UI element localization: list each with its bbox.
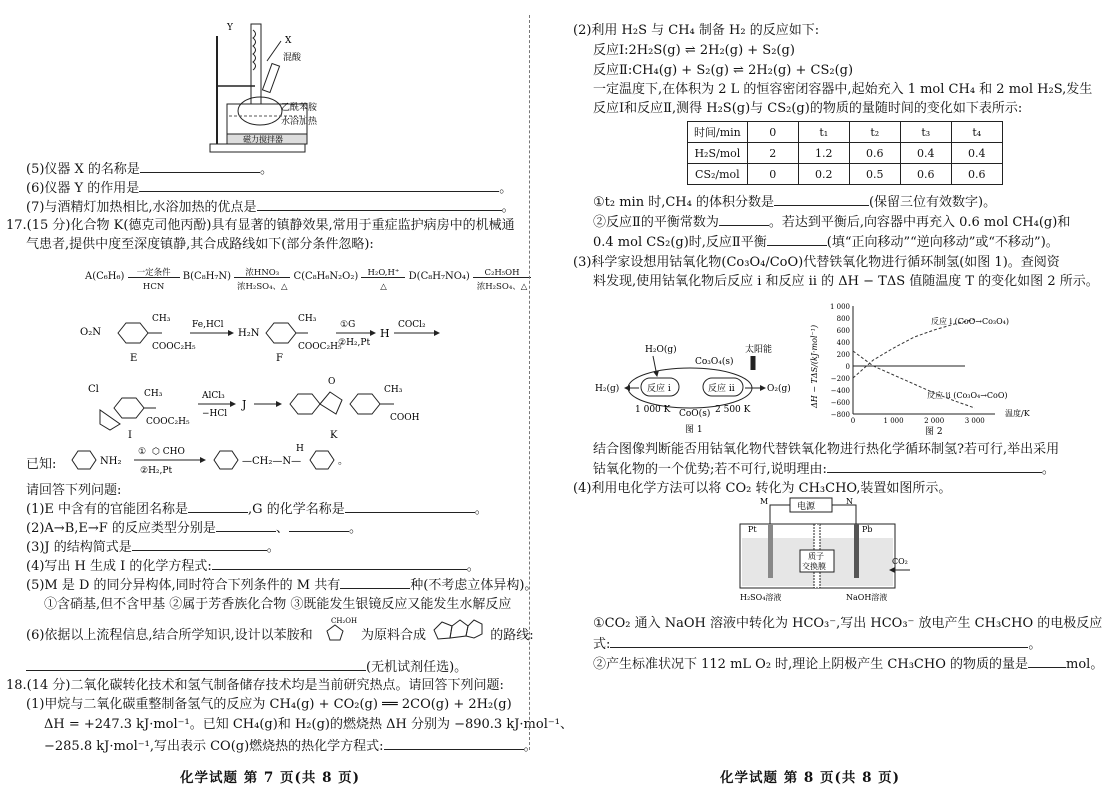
label-y: Y — [227, 23, 233, 33]
p5-conditions: ①含硝基,但不含甲基 ②属于芳香族化合物 ③既能发生银镜反应又能发生水解反应 — [44, 597, 512, 612]
r4-q1-cont: 式: 。 — [593, 637, 1042, 652]
svg-text:J: J — [242, 398, 247, 411]
fig1-rxn-i: 反应 ⅰ — [647, 384, 671, 394]
svg-text:N: N — [846, 497, 853, 506]
svg-text:H₂N: H₂N — [238, 328, 260, 339]
q17-line2: 气患者,提供中度至深度镇静,其合成路线如下(部分条件忽略): — [26, 237, 374, 252]
table-cell: t₂ — [849, 122, 900, 143]
fig1-caption: 图 1 — [685, 425, 703, 435]
label-k: K — [330, 430, 338, 441]
table-cell: 1.2 — [798, 143, 849, 164]
route-line1: A(C₆H₆) 一定条件 HCN B(C₈H₇N) 浓HNO₃ 浓H₂SO₄、△ C(C₈H₆N₂O₂) H₂O,H⁺ △ D(C₈H₇NO₄) C₂H₅OH 浓H₂SO₄、△ — [85, 268, 531, 285]
table-cell: 0.6 — [900, 164, 951, 185]
table-cell: 0.5 — [849, 164, 900, 185]
footer-page7: 化学试题 第 7 页(共 8 页) — [180, 770, 361, 786]
table-cell: 0.4 — [900, 143, 951, 164]
label-acetanilide: 乙酰苯胺 — [281, 103, 318, 113]
q17-line1: 17.(15 分)化合物 K(德克司他丙酚)具有显著的镇静效果,常用于重症监护病房中的机械通 — [6, 218, 515, 233]
y-tick-label: −200 — [830, 375, 850, 383]
target-product — [430, 614, 486, 644]
power-source: 电源 — [797, 502, 816, 512]
y-tick-label: 600 — [836, 327, 850, 335]
svg-text:①G: ①G — [340, 320, 356, 330]
r2-q1: ①t₂ min 时,CH₄ 的体积分数是 (保留三位有效数字)。 — [593, 195, 997, 210]
x-tick-label: 2 000 — [924, 417, 945, 425]
figure-2-chart — [805, 298, 1055, 438]
apparatus-figure — [205, 16, 318, 158]
table-cell: 0 — [747, 122, 798, 143]
svg-text:1 000 K: 1 000 K — [635, 405, 671, 415]
svg-text:①: ① — [138, 447, 147, 457]
svg-text:Cl: Cl — [88, 384, 99, 395]
page-8 — [535, 0, 1103, 800]
svg-text:−HCl: −HCl — [202, 409, 228, 419]
svg-text:Pb: Pb — [862, 525, 873, 534]
r2-q2-cont: 0.4 mol CS₂(g)时,反应Ⅱ平衡 (填“正向移动”“逆向移动”或“不移动”)。 — [593, 235, 1059, 250]
r3-line2: 料发现,使用钴氧化物后反应 ⅰ 和反应 ⅱ 的 ΔH − TΔS 值随温度 T 的变化如图 2 所示。 — [593, 274, 1099, 289]
q18-line1: 18.(14 分)二氧化碳转化技术和氢气制备储存技术均是当前研究热点。请回答下列问题: — [6, 678, 504, 693]
cyclopentadienyl-methanol — [317, 615, 357, 643]
y-tick-label: −600 — [830, 399, 850, 407]
table-cell: 0 — [747, 164, 798, 185]
table-cell: CS₂/mol — [688, 164, 748, 185]
r2-q2: ②反应Ⅱ的平衡常数为 。若达到平衡后,向容器中再充入 0.6 mol CH₄(g)和 — [593, 215, 1071, 230]
label-x: X — [285, 36, 292, 46]
q18-1c: −285.8 kJ·mol⁻¹,写出表示 CO(g)燃烧热的热化学方程式: 。 — [44, 739, 537, 754]
fig1-rxn-ii: 反应 ⅱ — [708, 384, 735, 394]
r2-line3: 一定温度下,在体积为 2 L 的恒容密闭容器中,起始充入 1 mol CH₄ 和 2 mol H₂S,发生 — [593, 82, 1093, 97]
svg-text:—CH₂—N—: —CH₂—N— — [242, 456, 302, 467]
label-e: E — [130, 353, 138, 364]
svg-text:质子: 质子 — [808, 552, 824, 561]
svg-text:COOC₂H₅: COOC₂H₅ — [146, 417, 190, 427]
svg-text:H₂O(g): H₂O(g) — [645, 345, 677, 355]
page-divider — [529, 15, 530, 750]
legend-rxn-i: 反应 ⅰ (CoO→Co₃O₄) — [931, 317, 1009, 326]
svg-text:NH₂: NH₂ — [100, 456, 122, 467]
r2-title: (2)利用 H₂S 与 CH₄ 制备 H₂ 的反应如下: — [573, 23, 820, 38]
table-row — [688, 164, 1003, 185]
y-tick-label: 0 — [845, 363, 850, 371]
svg-text:②H₂,Pt: ②H₂,Pt — [338, 338, 371, 348]
svg-text:Co₃O₄(s): Co₃O₄(s) — [695, 357, 734, 367]
table-cell: 0.4 — [951, 143, 1002, 164]
table-cell: t₄ — [951, 122, 1002, 143]
r4-q1: ①CO₂ 通入 NaOH 溶液中转化为 HCO₃⁻,写出 HCO₃⁻ 放电产生 CH₃CHO 的电极反应 — [593, 616, 1103, 631]
table-cell: 时间/min — [688, 122, 748, 143]
y-tick-label: −400 — [830, 387, 850, 395]
q18-1a: (1)甲烷与二氧化碳重整制备氢气的反应为 CH₄(g) + CO₂(g) ══ 2CO(g) + 2H₂(g) — [26, 697, 512, 712]
ask: 请回答下列问题: — [26, 483, 122, 498]
svg-text:CH₃: CH₃ — [384, 385, 403, 395]
p6-end: (无机试剂任选)。 — [26, 658, 467, 676]
r3-q2: 钴氧化物的一个优势;若不可行,说明理由: 。 — [593, 462, 1055, 477]
svg-text:COOC₂H₅: COOC₂H₅ — [298, 342, 342, 352]
svg-text:②H₂,Pt: ②H₂,Pt — [140, 466, 173, 476]
svg-text:CH₃: CH₃ — [298, 314, 317, 324]
svg-text:COOC₂H₅: COOC₂H₅ — [152, 342, 196, 352]
p3: (3)J 的结构简式是 。 — [26, 540, 280, 555]
chart-xlabel: 温度/K — [1005, 409, 1030, 418]
chart-ylabel: ΔH − TΔS/(kJ·mol⁻¹) — [810, 324, 819, 408]
svg-text:CoO(s): CoO(s) — [679, 409, 711, 419]
svg-text:⬡ CHO: ⬡ CHO — [152, 447, 185, 457]
y-tick-label: −800 — [830, 411, 850, 419]
svg-text:Pt: Pt — [748, 525, 757, 534]
electrolysis-cell — [730, 496, 910, 608]
y-tick-label: 200 — [836, 351, 850, 359]
svg-text:Fe,HCl: Fe,HCl — [192, 320, 224, 330]
svg-text:H₂(g): H₂(g) — [595, 384, 620, 394]
table-row — [688, 122, 1003, 143]
p5: (5)M 是 D 的同分异构体,同时符合下列条件的 M 共有 种(不考虑立体异构)。 — [26, 578, 538, 593]
y-tick-label: 1 000 — [829, 303, 850, 311]
svg-text:O₂(g): O₂(g) — [767, 384, 791, 394]
r2-line4: 反应Ⅰ和反应Ⅱ,测得 H₂S(g)与 CS₂(g)的物质的量随时间的变化如下表所示: — [593, 101, 1023, 116]
svg-text:O₂N: O₂N — [80, 327, 101, 338]
svg-text:。: 。 — [338, 456, 348, 467]
svg-text:CH₃: CH₃ — [144, 389, 163, 399]
svg-text:CH₂OH: CH₂OH — [330, 616, 357, 625]
route-line3 — [80, 370, 500, 440]
legend-rxn-ii: 反应 ⅱ (Co₃O₄→CoO) — [927, 391, 1008, 400]
x-tick-label: 0 — [850, 417, 856, 425]
svg-text:太阳能: 太阳能 — [745, 345, 773, 355]
y-tick-label: 400 — [836, 339, 850, 347]
figure-1-cycle — [595, 340, 810, 435]
q6: (6)仪器 Y 的作用是 。 — [26, 181, 513, 196]
svg-text:AlCl₃: AlCl₃ — [202, 391, 225, 401]
known-reaction — [68, 442, 368, 478]
table-cell: t₁ — [798, 122, 849, 143]
svg-text:COOH: COOH — [390, 413, 420, 423]
known-prefix: 已知: — [26, 457, 57, 472]
table-cell: 0.6 — [951, 164, 1002, 185]
svg-text:O: O — [328, 377, 336, 387]
svg-text:H: H — [380, 327, 390, 340]
left-solution: H₂SO₄溶液 — [740, 593, 782, 602]
r2-rxn1: 反应Ⅰ:2H₂S(g) ⇌ 2H₂(g) + S₂(g) — [593, 43, 795, 58]
svg-text:CH₃: CH₃ — [152, 314, 171, 324]
label-stirrer: 磁力搅拌器 — [243, 135, 283, 144]
footer-page8: 化学试题 第 8 页(共 8 页) — [720, 770, 901, 786]
r4-q2: ②产生标准状况下 112 mL O₂ 时,理论上阴极产生 CH₃CHO 的物质的量是 mol。 — [593, 657, 1103, 672]
svg-text:2 500 K: 2 500 K — [715, 405, 751, 415]
q18-1b: ΔH = +247.3 kJ·mol⁻¹。已知 CH₄(g)和 H₂(g)的燃烧热 ΔH 分别为 −890.3 kJ·mol⁻¹、 — [44, 717, 573, 732]
q5: (5)仪器 X 的名称是 。 — [26, 162, 273, 177]
y-tick-label: 800 — [836, 315, 850, 323]
svg-text:H: H — [296, 444, 304, 454]
label-bath: 水浴加热 — [281, 117, 318, 127]
label-i: I — [128, 430, 132, 441]
p1: (1)E 中含有的官能团名称是 ,G 的化学名称是 。 — [26, 502, 488, 517]
table-row — [688, 143, 1003, 164]
p4: (4)写出 H 生成 I 的化学方程式: 。 — [26, 559, 480, 574]
table-cell: t₃ — [900, 122, 951, 143]
label-acid: 混酸 — [283, 53, 302, 63]
x-tick-label: 1 000 — [883, 417, 904, 425]
r3-q1: 结合图像判断能否用钴氧化物代替铁氧化物进行热化学循环制氢?若可行,举出采用 — [593, 442, 1060, 457]
right-solution: NaOH溶液 — [846, 593, 888, 602]
table-cell: 0.6 — [849, 143, 900, 164]
q7: (7)与酒精灯加热相比,水浴加热的优点是 。 — [26, 200, 515, 215]
p6: (6)依据以上流程信息,结合所学知识,设计以苯胺和 CH₂OH 为原料合成 的路线: — [26, 627, 534, 644]
fig2-caption: 图 2 — [925, 427, 943, 437]
svg-text:CO₂: CO₂ — [892, 557, 908, 566]
svg-text:COCl₂: COCl₂ — [398, 320, 426, 330]
svg-text:M: M — [760, 497, 769, 506]
r3-line1: (3)科学家设想用钴氧化物(Co₃O₄/CoO)代替铁氧化物进行循环制氢(如图 1)。查阅资 — [573, 255, 1060, 270]
r4-title: (4)利用电化学方法可以将 CO₂ 转化为 CH₃CHO,装置如图所示。 — [573, 481, 952, 496]
table-cell: 2 — [747, 143, 798, 164]
svg-text:交换膜: 交换膜 — [802, 562, 826, 571]
r2-rxn2: 反应Ⅱ:CH₄(g) + S₂(g) ⇌ 2H₂(g) + CS₂(g) — [593, 63, 854, 78]
route-line2 — [80, 305, 500, 365]
x-tick-label: 3 000 — [964, 417, 985, 425]
label-f: F — [276, 353, 283, 364]
data-table — [687, 121, 1003, 185]
p2: (2)A→B,E→F 的反应类型分别是 、 。 — [26, 521, 362, 536]
table-cell: H₂S/mol — [688, 143, 748, 164]
series-line-rxn-i — [853, 319, 975, 378]
table-cell: 0.2 — [798, 164, 849, 185]
